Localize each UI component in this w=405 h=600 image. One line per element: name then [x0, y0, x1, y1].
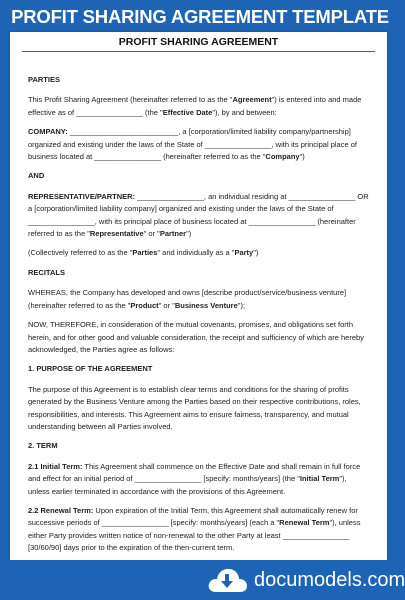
section2-1-paragraph: 2.1 Initial Term: This Agreement shall commence on the Effective Date and shall remain in full force and effect for an initial period of ________________ [specify: months/years] (the "Initial Term"), unless earlier terminated in accordance with the provisions of this Agreement.: [28, 461, 361, 496]
banner-title: PROFIT SHARING AGREEMENT TEMPLATE: [0, 0, 400, 34]
and-label: AND: [28, 171, 45, 181]
collective-paragraph: (Collectively referred to as the "Parties" and individually as a "Party"): [28, 248, 259, 258]
company-paragraph: COMPANY: __________________________, a [corporation/limited liability company/partnership] organized and existing under the laws of the State of ________________, with its principal place of business located at ________________ (hereinafter referred to as the "Company"): [28, 127, 357, 162]
document-page: [10, 32, 387, 560]
whereas-paragraph: WHEREAS, the Company has developed and owns [describe product/service/business venture] (hereinafter referred to as the "Product" or "Business Venture");: [28, 288, 347, 310]
section1-text: The purpose of this Agreement is to establish clear terms and conditions for the sharing of profits generated by the Business Venture among the Parties based on their respective contributions, roles, responsibilities, and interests. This Agreement aims to ensure fairness, transparency, and mutual understanding between all Parties involved.: [28, 384, 361, 431]
document-title: PROFIT SHARING AGREEMENT: [22, 36, 375, 52]
section1-heading: 1. PURPOSE OF THE AGREEMENT: [28, 364, 153, 374]
cloud-download-icon[interactable]: [206, 566, 248, 594]
section2-heading: 2. TERM: [28, 441, 58, 451]
section2-2-paragraph: 2.2 Renewal Term: Upon expiration of the Initial Term, this Agreement shall automatically renew for successive periods of ________________ [specify: months/years] (each a "Renewal Term"), unless either Party provides written notice of non-renewal to the other Party at least ________________ [30/60/90] days prior to the expiration of the then-current term.: [28, 505, 361, 553]
representative-paragraph: REPRESENTATIVE/PARTNER: ________________, an individual residing at ________________ OR a [corporation/limited liability company] organized and existing under the laws of the State of ________________, with its principal place of business located at ________________ (hereinafter referred to as the "Representative" or "Partner"): [28, 191, 369, 239]
parties-heading: PARTIES: [28, 75, 60, 84]
now-therefore-paragraph: NOW, THEREFORE, in consideration of the mutual covenants, promises, and obligations set forth herein, and for other good and valuable consideration, the receipt and sufficiency of which are hereby acknowledged, the Parties agree as follows:: [28, 320, 364, 354]
document-body: [10, 52, 387, 586]
recitals-heading: RECITALS: [28, 267, 65, 277]
intro-paragraph: This Profit Sharing Agreement (hereinafter referred to as the "Agreement") is entered into and made effective as of ________________ (the "Effective Date"), by and between:: [28, 95, 362, 117]
brand-link[interactable]: documodels.com: [254, 569, 405, 591]
